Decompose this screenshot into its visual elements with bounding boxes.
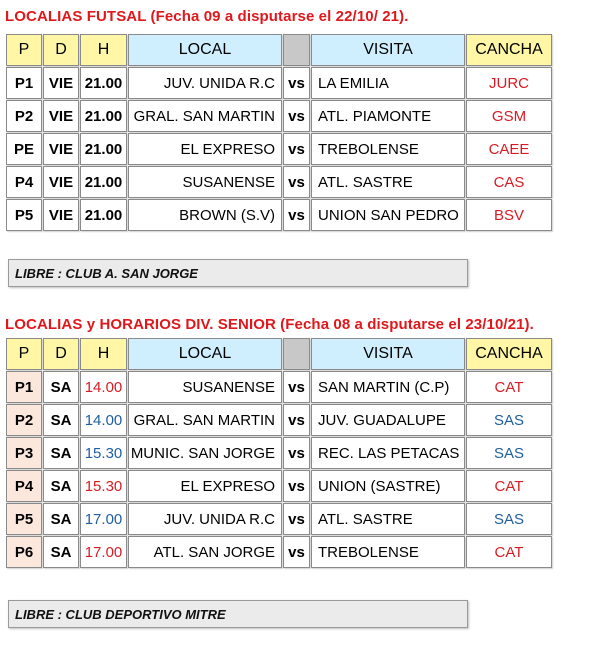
visita-cell: TREBOLENSE (311, 536, 465, 568)
header-gap (283, 338, 310, 370)
table-row (6, 536, 552, 568)
round-cell: P2 (6, 100, 42, 132)
table-row (6, 404, 552, 436)
day-cell: SA (43, 470, 79, 502)
cancha-cell: BSV (466, 199, 552, 231)
local-cell: SUSANENSE (128, 166, 282, 198)
vs-cell: vs (283, 437, 310, 469)
vs-cell: vs (283, 199, 310, 231)
time-cell: 21.00 (80, 133, 127, 165)
header-h: H (80, 34, 127, 66)
day-cell: VIE (43, 100, 79, 132)
time-cell: 17.00 (80, 503, 127, 535)
table-row (6, 100, 552, 132)
cancha-cell: CAS (466, 166, 552, 198)
senior-title: LOCALIAS y HORARIOS DIV. SENIOR (Fecha 08 a disputarse el 23/10/21). (5, 316, 534, 333)
header-d: D (43, 34, 79, 66)
futsal-table (5, 33, 553, 232)
time-cell: 21.00 (80, 199, 127, 231)
table-row (6, 371, 552, 403)
visita-cell: ATL. SASTRE (311, 166, 465, 198)
time-cell: 15.30 (80, 470, 127, 502)
day-cell: VIE (43, 166, 79, 198)
day-cell: SA (43, 404, 79, 436)
senior-libre-box: LIBRE : CLUB DEPORTIVO MITRE (8, 600, 468, 628)
visita-cell: SAN MARTIN (C.P) (311, 371, 465, 403)
table-row (6, 503, 552, 535)
visita-cell: TREBOLENSE (311, 133, 465, 165)
vs-cell: vs (283, 166, 310, 198)
round-cell: P4 (6, 166, 42, 198)
local-cell: GRAL. SAN MARTIN (128, 404, 282, 436)
header-cancha: CANCHA (466, 338, 552, 370)
time-cell: 14.00 (80, 404, 127, 436)
round-cell: P1 (6, 371, 42, 403)
cancha-cell: SAS (466, 503, 552, 535)
table-row (6, 67, 552, 99)
visita-cell: UNION (SASTRE) (311, 470, 465, 502)
local-cell: SUSANENSE (128, 371, 282, 403)
vs-cell: vs (283, 133, 310, 165)
round-cell: P5 (6, 199, 42, 231)
round-cell: P5 (6, 503, 42, 535)
day-cell: VIE (43, 67, 79, 99)
visita-cell: REC. LAS PETACAS (311, 437, 465, 469)
visita-cell: UNION SAN PEDRO (311, 199, 465, 231)
header-cancha: CANCHA (466, 34, 552, 66)
vs-cell: vs (283, 470, 310, 502)
cancha-cell: CAT (466, 470, 552, 502)
day-cell: SA (43, 536, 79, 568)
time-cell: 15.30 (80, 437, 127, 469)
time-cell: 14.00 (80, 371, 127, 403)
table-row (6, 166, 552, 198)
round-cell: P1 (6, 67, 42, 99)
local-cell: JUV. UNIDA R.C (128, 67, 282, 99)
senior-header-row (6, 338, 552, 370)
header-h: H (80, 338, 127, 370)
round-cell: P4 (6, 470, 42, 502)
cancha-cell: JURC (466, 67, 552, 99)
header-visita: VISITA (311, 34, 465, 66)
vs-cell: vs (283, 100, 310, 132)
header-d: D (43, 338, 79, 370)
table-row (6, 133, 552, 165)
local-cell: MUNIC. SAN JORGE (128, 437, 282, 469)
cancha-cell: CAT (466, 536, 552, 568)
day-cell: SA (43, 437, 79, 469)
time-cell: 17.00 (80, 536, 127, 568)
visita-cell: ATL. PIAMONTE (311, 100, 465, 132)
vs-cell: vs (283, 371, 310, 403)
cancha-cell: CAT (466, 371, 552, 403)
cancha-cell: CAEE (466, 133, 552, 165)
day-cell: VIE (43, 133, 79, 165)
header-local: LOCAL (128, 34, 282, 66)
round-cell: PE (6, 133, 42, 165)
round-cell: P2 (6, 404, 42, 436)
futsal-title: LOCALIAS FUTSAL (Fecha 09 a disputarse el 22/10/ 21). (5, 8, 409, 25)
vs-cell: vs (283, 404, 310, 436)
header-visita: VISITA (311, 338, 465, 370)
table-row (6, 199, 552, 231)
round-cell: P6 (6, 536, 42, 568)
header-p: P (6, 34, 42, 66)
header-local: LOCAL (128, 338, 282, 370)
table-row (6, 470, 552, 502)
cancha-cell: GSM (466, 100, 552, 132)
day-cell: VIE (43, 199, 79, 231)
local-cell: JUV. UNIDA R.C (128, 503, 282, 535)
vs-cell: vs (283, 536, 310, 568)
header-gap (283, 34, 310, 66)
visita-cell: LA EMILIA (311, 67, 465, 99)
visita-cell: JUV. GUADALUPE (311, 404, 465, 436)
local-cell: BROWN (S.V) (128, 199, 282, 231)
vs-cell: vs (283, 503, 310, 535)
futsal-header-row (6, 34, 552, 66)
time-cell: 21.00 (80, 100, 127, 132)
vs-cell: vs (283, 67, 310, 99)
visita-cell: ATL. SASTRE (311, 503, 465, 535)
local-cell: EL EXPRESO (128, 470, 282, 502)
senior-table (5, 337, 553, 569)
cancha-cell: SAS (466, 404, 552, 436)
local-cell: ATL. SAN JORGE (128, 536, 282, 568)
round-cell: P3 (6, 437, 42, 469)
time-cell: 21.00 (80, 166, 127, 198)
day-cell: SA (43, 371, 79, 403)
local-cell: EL EXPRESO (128, 133, 282, 165)
day-cell: SA (43, 503, 79, 535)
time-cell: 21.00 (80, 67, 127, 99)
table-row (6, 437, 552, 469)
local-cell: GRAL. SAN MARTIN (128, 100, 282, 132)
cancha-cell: SAS (466, 437, 552, 469)
header-p: P (6, 338, 42, 370)
futsal-libre-box: LIBRE : CLUB A. SAN JORGE (8, 259, 468, 287)
